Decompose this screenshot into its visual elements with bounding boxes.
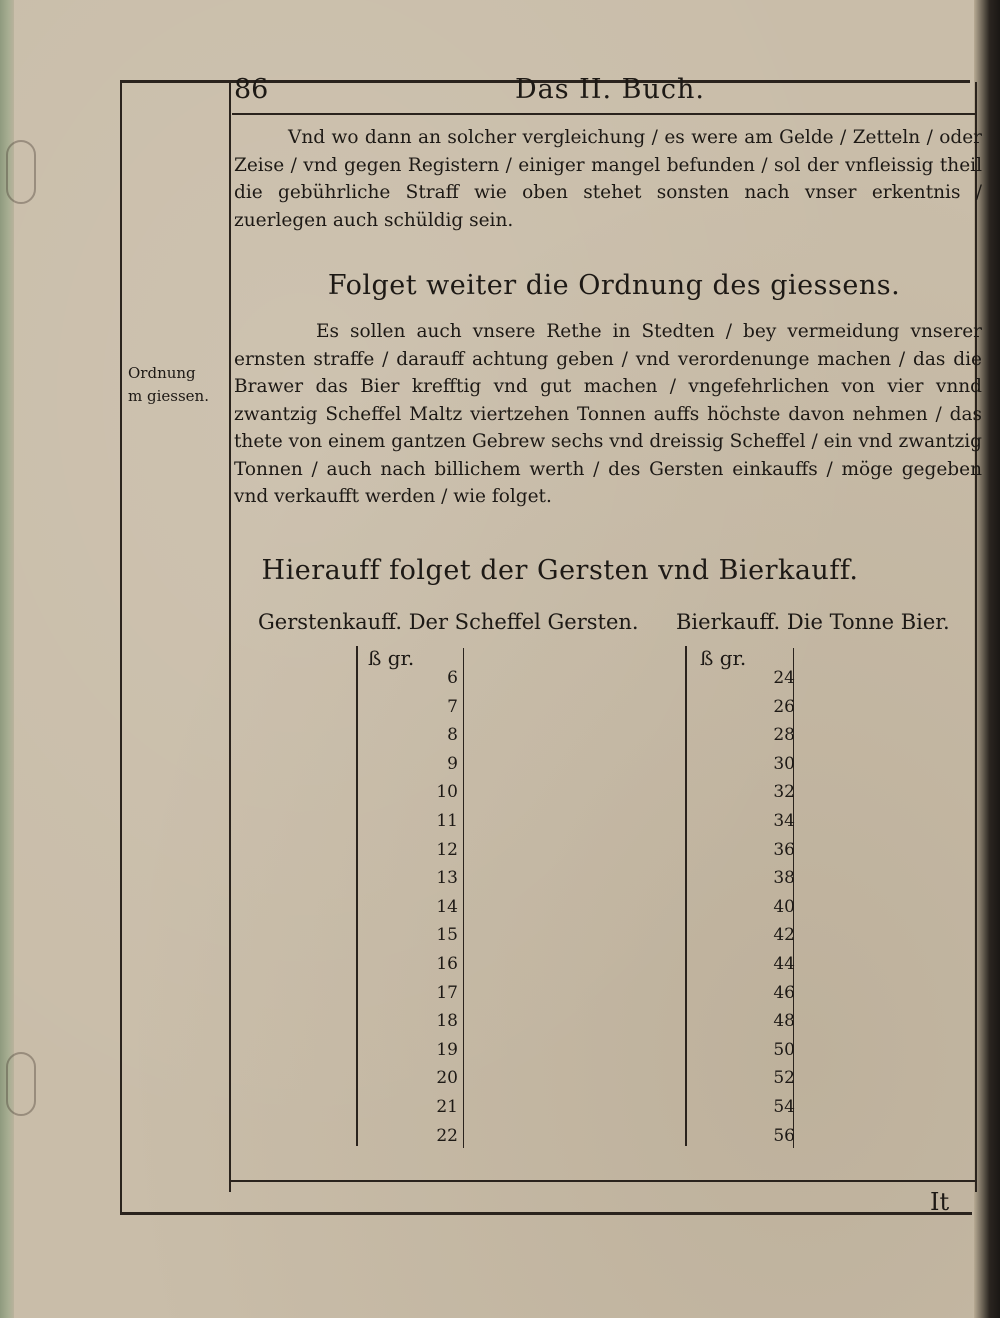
paragraph-1: Vnd wo dann an solcher vergleichung / es were am Gelde / Zetteln / oder Zeise / vnd gegen Registern / einiger mangel befunden / sol der vnfleissig theil die gebührliche Straff wie oben stehet sonsten nach vnser erkentnis / zuerlegen auch schüldig sein. [234, 127, 982, 231]
beer-price-cell: 30 [773, 753, 795, 774]
barley-price-cell: 15 [436, 925, 458, 946]
punch-hole [6, 140, 36, 204]
punch-hole [6, 1052, 36, 1116]
bottom-rule-inner [229, 1180, 975, 1182]
outer-left-rule [120, 82, 122, 1212]
barley-price-cell: 7 [447, 696, 458, 717]
barley-price-cell: 6 [447, 668, 458, 688]
barley-price-cell: 9 [447, 753, 458, 774]
beer-price-cell: 28 [773, 725, 795, 746]
barley-price-cell: 14 [436, 896, 458, 917]
barley-price-cell: 21 [436, 1097, 458, 1117]
right-rule [975, 82, 977, 1192]
beer-price-cell: 50 [773, 1039, 795, 1060]
barley-price-cell: 22 [436, 1125, 458, 1146]
running-title: Das II. Buch. [514, 74, 705, 105]
barley-price-cell: 10 [436, 782, 458, 803]
beer-price-cell: 40 [773, 896, 795, 917]
table-rule [356, 646, 358, 1146]
inner-left-rule [229, 82, 231, 1192]
beer-price-cell: 46 [773, 982, 795, 1003]
beer-price-cell: 34 [773, 811, 795, 831]
barley-price-cell: 13 [436, 868, 458, 889]
page-number: 86 [234, 74, 269, 105]
section-heading: Folget weiter die Ordnung des giessens. [327, 270, 901, 301]
beer-price-cell: 52 [773, 1068, 795, 1089]
beer-price-cell: 44 [773, 954, 795, 974]
beer-price-cell: 48 [773, 1011, 795, 1032]
barley-price-cell: 12 [436, 839, 458, 860]
beer-price-cell: 36 [773, 839, 795, 860]
barley-price-cell: 20 [436, 1068, 458, 1089]
catchword: It [930, 1188, 950, 1216]
paragraph-2: Es sollen auch vnsere Rethe in Stedten / bey vermeidung vnserer ernsten straffe / darauff achtung geben / vnd verordenunge machen / das die Brawer das Bier krefftig vnd gut machen / vngefehrlichen von vier vnnd zwantzig Scheffel Maltz viertzehen Tonnen auffs höchste davon nehmen / das thete von einem gantzen Gebrew sechs vnd dreissig Scheffel / ein vnd zwantzig Tonnen / auch nach billichem werth / des Gersten einkauffs / möge gegeben vnd verkaufft werden / wie folget. [234, 321, 982, 507]
bottom-rule-outer [120, 1212, 972, 1215]
table-heading: Hierauff folget der Gersten vnd Bierkauff. [261, 555, 859, 586]
table-rule [463, 648, 464, 1148]
beer-price-cell: 32 [773, 782, 795, 803]
barley-price-cell: 18 [436, 1011, 458, 1032]
beer-column-header: Bierkauff. Die Tonne Bier. [676, 610, 950, 634]
barley-price-cell: 11 [436, 811, 458, 831]
barley-price-cell: 16 [436, 954, 458, 974]
beer-price-cell: 24 [773, 668, 795, 688]
table-rule [685, 646, 687, 1146]
beer-price-cell: 42 [773, 925, 795, 946]
header-rule [232, 113, 977, 115]
barley-price-cell: 19 [436, 1039, 458, 1060]
beer-price-cell: 38 [773, 868, 795, 889]
beer-price-cell: 54 [773, 1097, 795, 1117]
barley-column-header: Gerstenkauff. Der Scheffel Gersten. [258, 610, 639, 634]
barley-unit-label: ß gr. [368, 646, 415, 670]
beer-unit-label: ß gr. [700, 646, 747, 670]
barley-price-cell: 8 [447, 725, 458, 746]
margin-note: Ordnung m giessen. [128, 364, 209, 405]
barley-price-cell: 17 [436, 982, 458, 1003]
beer-price-cell: 26 [773, 696, 795, 717]
beer-price-cell: 56 [773, 1125, 795, 1146]
